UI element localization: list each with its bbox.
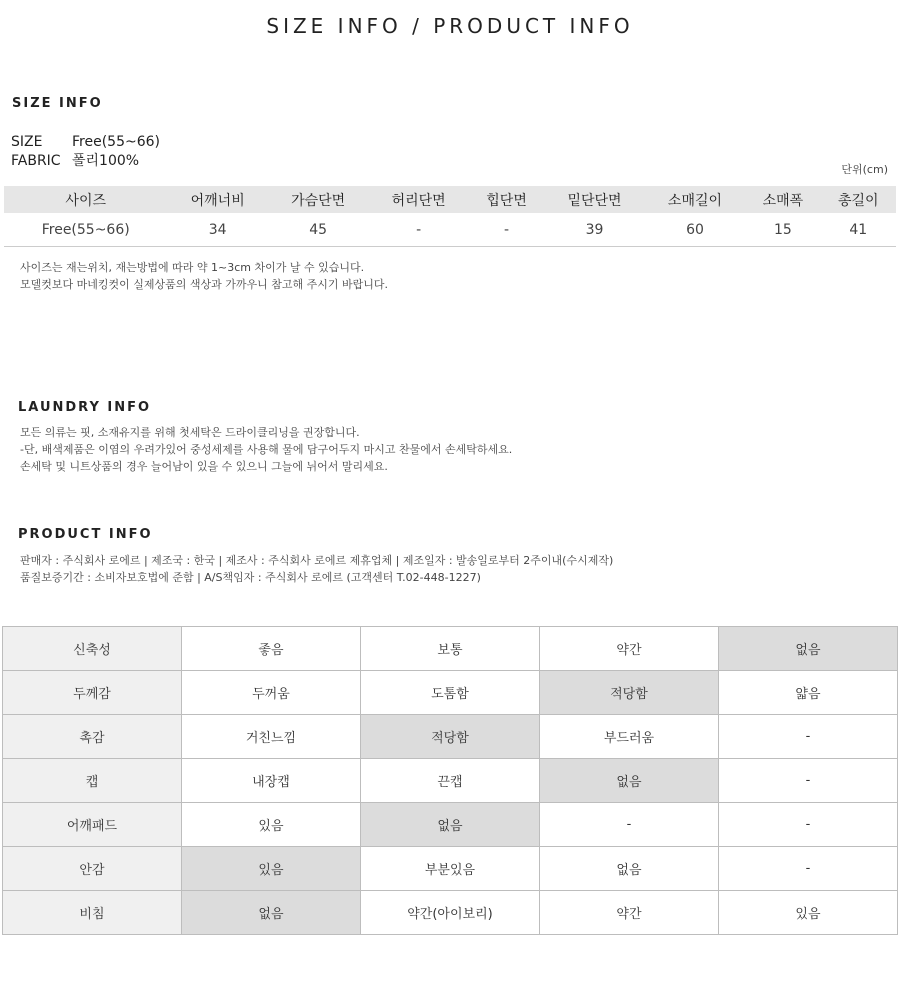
property-label: 신축성 bbox=[3, 627, 182, 671]
property-option-selected: 없음 bbox=[360, 803, 539, 847]
property-option: - bbox=[718, 803, 897, 847]
col-header: 어깨너비 bbox=[167, 186, 267, 214]
property-label: 캡 bbox=[3, 759, 182, 803]
table-row bbox=[3, 847, 898, 891]
size-table-header bbox=[4, 186, 896, 214]
property-option: 부분있음 bbox=[360, 847, 539, 891]
property-option: - bbox=[718, 715, 897, 759]
property-option: 약간 bbox=[539, 627, 718, 671]
col-header: 허리단면 bbox=[368, 186, 468, 214]
table-cell: 39 bbox=[544, 214, 644, 247]
fabric-value: 폴리100% bbox=[72, 153, 140, 169]
property-option: - bbox=[539, 803, 718, 847]
property-label: 비침 bbox=[3, 891, 182, 935]
page-title: SIZE INFO / PRODUCT INFO bbox=[266, 14, 634, 38]
col-header: 힙단면 bbox=[469, 186, 544, 214]
product-notes bbox=[20, 552, 613, 586]
table-cell: 60 bbox=[645, 214, 745, 247]
table-row bbox=[3, 759, 898, 803]
property-option: 거친느낌 bbox=[181, 715, 360, 759]
size-table bbox=[4, 186, 896, 247]
property-option-selected: 있음 bbox=[181, 847, 360, 891]
col-header: 소매길이 bbox=[645, 186, 745, 214]
property-label: 촉감 bbox=[3, 715, 182, 759]
property-label: 안감 bbox=[3, 847, 182, 891]
property-option: - bbox=[718, 759, 897, 803]
property-option-selected: 없음 bbox=[539, 759, 718, 803]
size-note-line: 사이즈는 재는위치, 재는방법에 따라 약 1~3cm 차이가 날 수 있습니다. bbox=[20, 261, 365, 274]
property-option: 약간(아이보리) bbox=[360, 891, 539, 935]
laundry-line: 모든 의류는 핏, 소재유지를 위해 첫세탁은 드라이클리닝을 권장합니다. bbox=[20, 426, 360, 439]
size-label: SIZE bbox=[11, 134, 43, 150]
col-header: 밑단단면 bbox=[544, 186, 644, 214]
property-label: 어깨패드 bbox=[3, 803, 182, 847]
unit-label: 단위(cm) bbox=[841, 163, 888, 176]
property-option: 두꺼움 bbox=[181, 671, 360, 715]
table-cell: 45 bbox=[268, 214, 368, 247]
product-line: 판매자 : 주식회사 로에르 | 제조국 : 한국 | 제조사 : 주식회사 로에르 제휴업체 | 제조일자 : 발송일로부터 2주이내(수시제작) bbox=[20, 554, 614, 567]
size-note-line: 모델컷보다 마네킹컷이 실제상품의 색상과 가까우니 참고해 주시기 바랍니다. bbox=[20, 278, 389, 291]
property-option-selected: 적당함 bbox=[360, 715, 539, 759]
table-row bbox=[3, 627, 898, 671]
size-spec bbox=[11, 134, 160, 150]
size-info-heading: SIZE INFO bbox=[12, 96, 103, 111]
property-option: 없음 bbox=[539, 847, 718, 891]
table-cell: Free(55~66) bbox=[4, 214, 167, 247]
product-info-heading: PRODUCT INFO bbox=[18, 527, 153, 542]
property-option-selected: 적당함 bbox=[539, 671, 718, 715]
property-table-body bbox=[3, 627, 898, 935]
col-header: 총길이 bbox=[821, 186, 896, 214]
property-option: 보통 bbox=[360, 627, 539, 671]
laundry-info-heading: LAUNDRY INFO bbox=[18, 400, 152, 415]
table-cell: 34 bbox=[167, 214, 267, 247]
property-option: 좋음 bbox=[181, 627, 360, 671]
table-row bbox=[4, 214, 896, 247]
table-row bbox=[3, 803, 898, 847]
table-cell: - bbox=[368, 214, 468, 247]
table-cell: 15 bbox=[745, 214, 820, 247]
property-option: 있음 bbox=[181, 803, 360, 847]
table-cell: - bbox=[469, 214, 544, 247]
col-header: 사이즈 bbox=[4, 186, 167, 214]
property-option: 끈캡 bbox=[360, 759, 539, 803]
fabric-spec bbox=[11, 150, 139, 170]
property-option-selected: 없음 bbox=[718, 627, 897, 671]
table-cell: 41 bbox=[821, 214, 896, 247]
property-option: - bbox=[718, 847, 897, 891]
product-line: 품질보증기간 : 소비자보호법에 준함 | A/S책임자 : 주식회사 로에르 (고객센터 T.02-448-1227) bbox=[20, 571, 481, 584]
table-row bbox=[3, 715, 898, 759]
table-row bbox=[3, 891, 898, 935]
property-option: 얇음 bbox=[718, 671, 897, 715]
property-option-selected: 없음 bbox=[181, 891, 360, 935]
laundry-line: -단, 배색제품은 이염의 우려가있어 중성세제를 사용해 물에 담구어두지 마시고 찬물에서 손세탁하세요. bbox=[20, 443, 513, 456]
property-table bbox=[2, 626, 898, 935]
property-label: 두께감 bbox=[3, 671, 182, 715]
size-value: Free(55~66) bbox=[72, 134, 160, 150]
laundry-line: 손세탁 및 니트상품의 경우 늘어남이 있을 수 있으니 그늘에 뉘어서 말리세요. bbox=[20, 460, 388, 473]
size-notes bbox=[20, 259, 388, 293]
col-header: 가슴단면 bbox=[268, 186, 368, 214]
laundry-notes bbox=[20, 424, 512, 475]
property-option: 약간 bbox=[539, 891, 718, 935]
property-option: 도톰함 bbox=[360, 671, 539, 715]
fabric-label: FABRIC bbox=[11, 153, 61, 169]
col-header: 소매폭 bbox=[745, 186, 820, 214]
property-option: 부드러움 bbox=[539, 715, 718, 759]
property-option: 있음 bbox=[718, 891, 897, 935]
table-row bbox=[3, 671, 898, 715]
property-option: 내장캡 bbox=[181, 759, 360, 803]
